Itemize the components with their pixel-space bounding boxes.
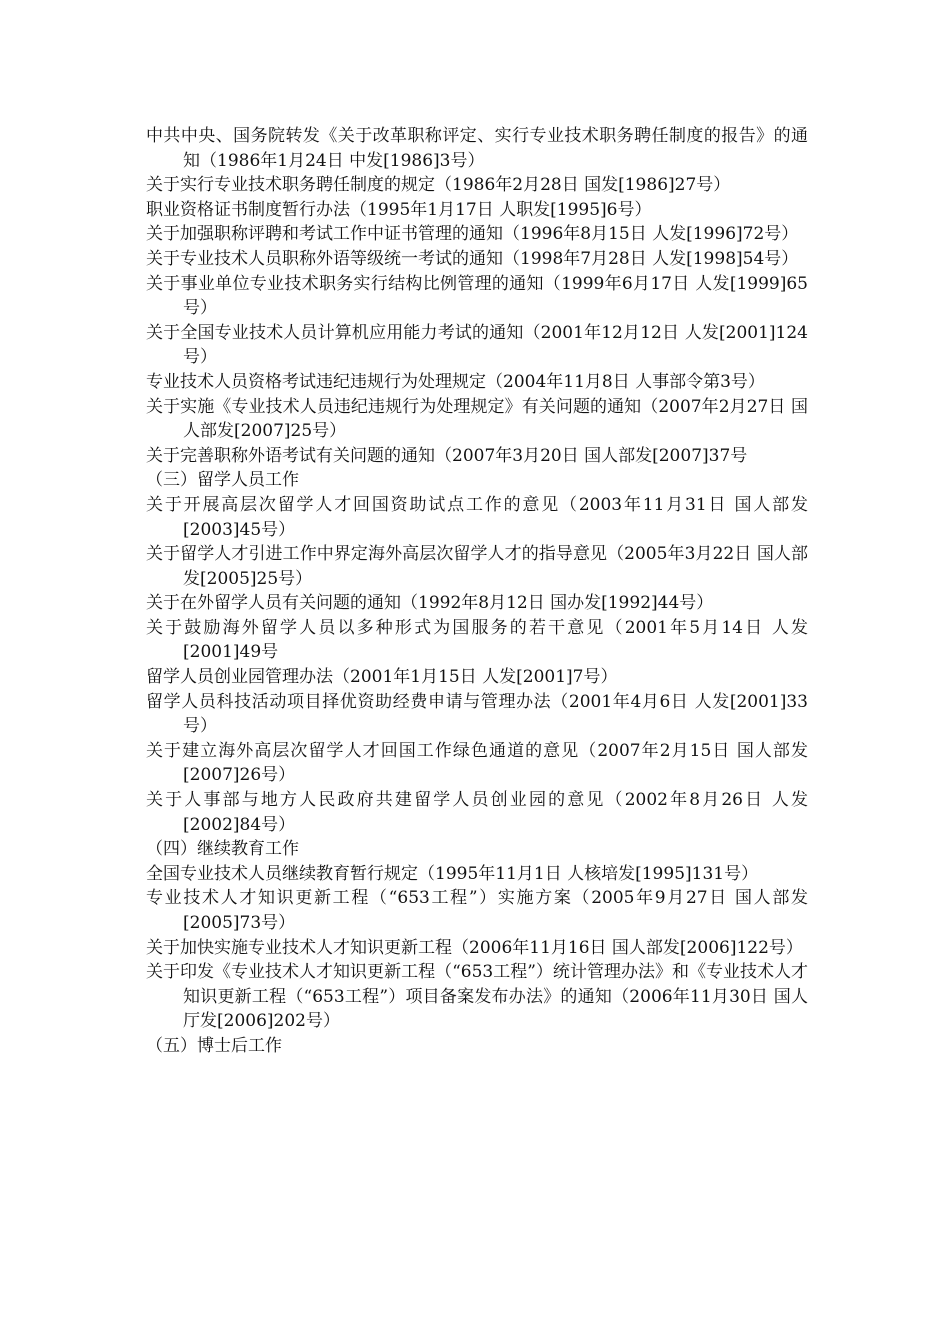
document-item: 关于加强职称评聘和考试工作中证书管理的通知（1996年8月15日 人发[1996]72号） — [146, 224, 799, 245]
document-item: 全国专业技术人员继续教育暂行规定（1995年11月1日 人核培发[1995]131号） — [146, 863, 759, 884]
document-item: 关于全国专业技术人员计算机应用能力考试的通知（2001年12月12日 人发[2001]124号） — [146, 322, 808, 368]
document-item: 关于完善职称外语考试有关问题的通知（2007年3月20日 国人部发[2007]37号 — [146, 445, 748, 466]
document-item: 关于在外留学人员有关问题的通知（1992年8月12日 国办发[1992]44号） — [146, 593, 714, 614]
document-item: 关于鼓励海外留学人员以多种形式为国服务的若干意见（2001年5月14日 人发[2001]49号 — [146, 617, 808, 663]
section-heading: （三）留学人员工作 — [146, 470, 299, 491]
document-item: 关于留学人才引进工作中界定海外高层次留学人才的指导意见（2005年3月22日 国人部发[2005]25号） — [146, 544, 808, 589]
document-item: 关于实行专业技术职务聘任制度的规定（1986年2月28日 国发[1986]27号） — [146, 175, 731, 196]
document-item: 专业技术人才知识更新工程（“653工程”）实施方案（2005年9月27日 国人部发[2005]73号） — [146, 888, 808, 933]
document-item: 关于实施《专业技术人员违纪违规行为处理规定》有关问题的通知（2007年2月27日 国人部发[2007]25号） — [146, 396, 808, 442]
document-page — [146, 124, 808, 1059]
document-item: 职业资格证书制度暂行办法（1995年1月17日 人职发[1995]6号） — [146, 199, 652, 220]
document-item: 关于建立海外高层次留学人才回国工作绿色通道的意见（2007年2月15日 国人部发[2007]26号） — [146, 740, 808, 786]
section-heading: （四）继续教育工作 — [146, 839, 299, 860]
document-item: 关于印发《专业技术人才知识更新工程（“653工程”）统计管理办法》和《专业技术人才知识更新工程（“653工程”）项目备案发布办法》的通知（2006年11月30日 国人厅发[2006]202号） — [146, 962, 808, 1032]
document-item: 关于事业单位专业技术职务实行结构比例管理的通知（1999年6月17日 人发[1999]65号） — [146, 273, 808, 319]
document-item: 留学人员创业园管理办法（2001年1月15日 人发[2001]7号） — [146, 667, 618, 688]
document-item: 专业技术人员资格考试违纪违规行为处理规定（2004年11月8日 人事部令第3号） — [146, 371, 765, 392]
document-item: 关于人事部与地方人民政府共建留学人员创业园的意见（2002年8月26日 人发[2002]84号） — [146, 790, 808, 835]
document-item: 关于开展高层次留学人才回国资助试点工作的意见（2003年11月31日 国人部发[2003]45号） — [146, 494, 808, 540]
document-item: 关于专业技术人员职称外语等级统一考试的通知（1998年7月28日 人发[1998]54号） — [146, 248, 799, 269]
section-heading: （五）博士后工作 — [146, 1035, 282, 1056]
document-item: 中共中央、国务院转发《关于改革职称评定、实行专业技术职务聘任制度的报告》的通知（1986年1月24日 中发[1986]3号） — [146, 126, 808, 171]
document-item: 留学人员科技活动项目择优资助经费申请与管理办法（2001年4月6日 人发[2001]33号） — [146, 691, 808, 737]
document-item: 关于加快实施专业技术人才知识更新工程（2006年11月16日 国人部发[2006]122号） — [146, 937, 803, 958]
